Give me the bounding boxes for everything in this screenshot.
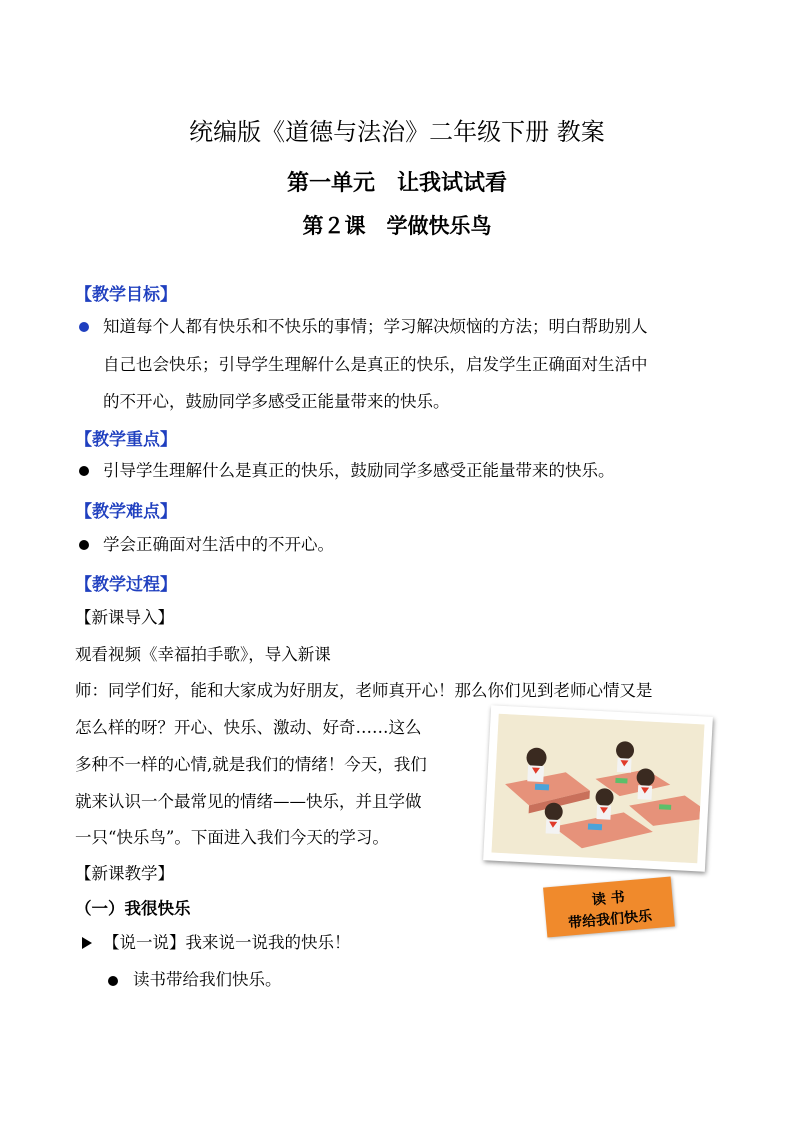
document-title: 统编版《道德与法治》二年级下册 教案 [189,118,605,146]
bullet-icon [79,322,89,332]
intro-label: 【新课导入】 [75,608,174,627]
lesson-title: 第２课 学做快乐鸟 [302,213,492,238]
classroom-illustration [483,705,713,871]
new-lesson-label: 【新课教学】 [75,864,174,883]
say-item: 【说一说】我来说一说我的快乐！ [103,933,351,952]
sub-item: 读书带给我们快乐。 [133,970,282,989]
difficulties-heading: 【教学难点】 [75,502,177,522]
bullet-icon [79,540,89,550]
section-heading: （一）我很快乐 [75,899,191,918]
bullet-icon [108,976,118,986]
difficulties-text: 学会正确面对生活中的不开心。 [103,535,334,554]
teacher-line-4: 就来认识一个最常见的情绪——快乐，并且学做 [75,792,422,811]
caption-line-1: 读 书 [591,889,626,909]
teacher-line-2: 怎么样的呀？开心、快乐、激动、好奇……这么 [75,718,422,737]
intro-text: 观看视频《幸福拍手歌》，导入新课 [75,645,331,664]
unit-title: 第一单元 让我试试看 [286,170,507,196]
arrow-bullet-icon [82,937,92,949]
teacher-line-1: 师：同学们好，能和大家成为好朋友，老师真开心！那么你们见到老师心情又是 [75,681,653,700]
bullet-icon [79,466,89,476]
goals-line-2: 自己也会快乐；引导学生理解什么是真正的快乐，启发学生正确面对生活中 [103,355,648,374]
reading-caption-label [543,877,675,938]
caption-line-2: 带给我们快乐 [567,908,653,932]
goals-line-1: 知道每个人都有快乐和不快乐的事情；学习解决烦恼的方法；明白帮助别人 [103,317,648,336]
key-points-heading: 【教学重点】 [75,430,177,450]
goals-line-3: 的不开心，鼓励同学多感受正能量带来的快乐。 [103,392,450,411]
goals-heading: 【教学目标】 [75,285,177,305]
process-heading: 【教学过程】 [75,575,177,595]
teacher-line-5: 一只“快乐鸟”。下面进入我们今天的学习。 [75,828,389,847]
teacher-line-3: 多种不一样的心情,就是我们的情绪！今天，我们 [75,755,427,774]
key-points-text: 引导学生理解什么是真正的快乐，鼓励同学多感受正能量带来的快乐。 [103,461,615,480]
